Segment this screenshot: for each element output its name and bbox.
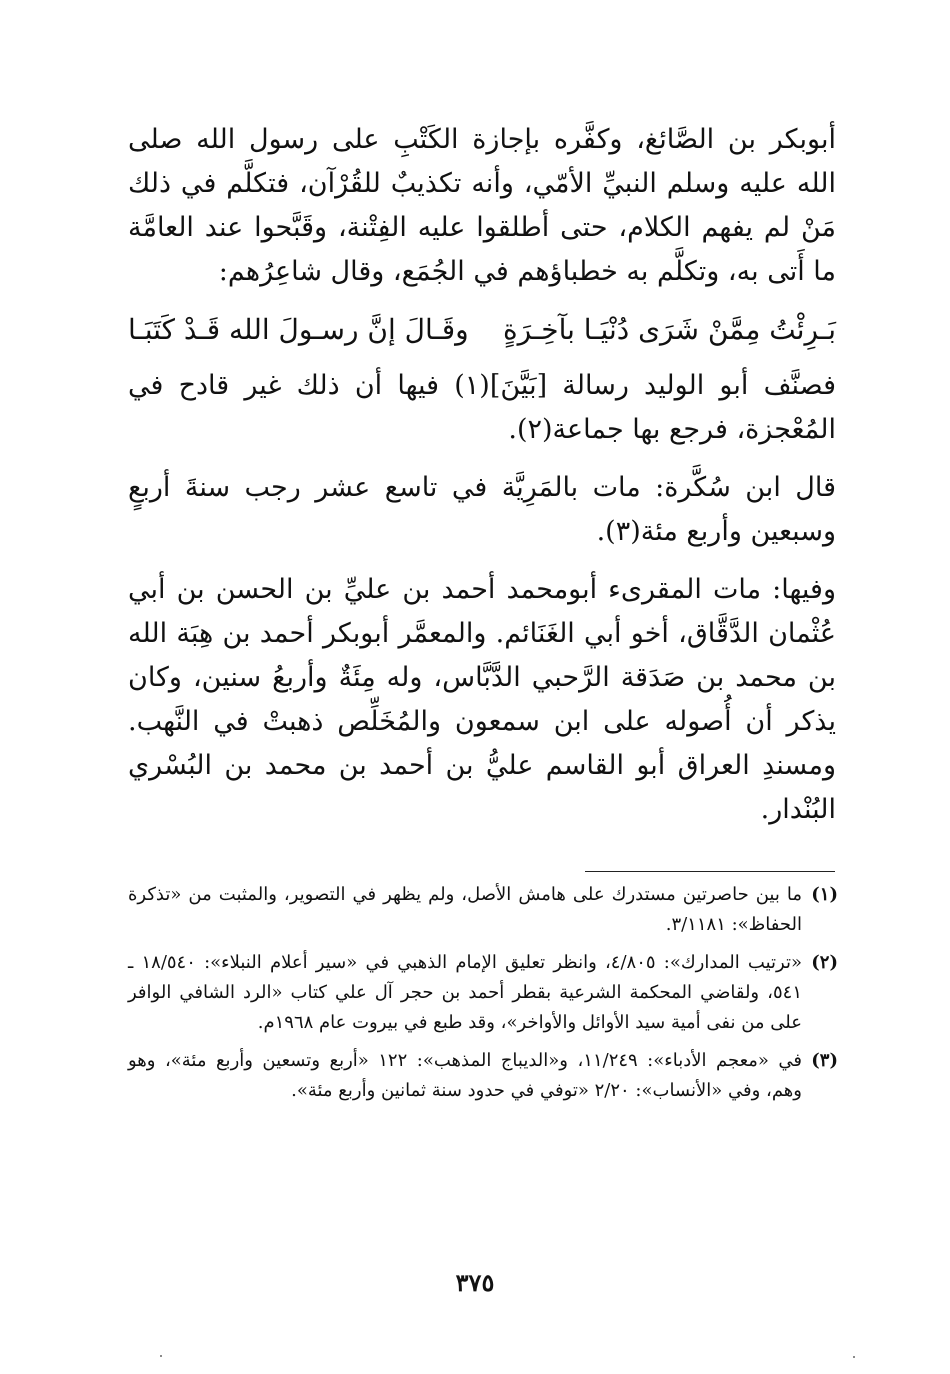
footnotes bbox=[128, 880, 838, 1114]
footnote-number: (٣) bbox=[811, 1050, 838, 1071]
footnote-number: (١) bbox=[811, 884, 838, 905]
footnote-number: (٢) bbox=[811, 952, 838, 973]
footnote-text: ما بين حاصرتين مستدرك على هامش الأصل، ولم يظهر في التصوير، والمثبت من «تذكرة الحفاظ»: ٣/١١٨١. bbox=[128, 884, 802, 935]
paragraph-obituaries: وفيها: مات المقرىء أبومحمد أحمد بن عليِّ بن الحسن بن أبي عُثْمان الدَّقَّاق، أخو أبي الغَنَائم. والمعمَّر أبوبكر أحمد بن هِبَة الله بن محمد بن صَدَقة الرَّحبي الدَّبَّاس، وله مِئَةٌ وأربعُ سنين، وكان يذكر أن أُصوله على ابن سمعون والمُخَلِّص ذهبتْ في النَّهب. ومسندِ العراق أبو القاسم عليُّ بن أحمد بن محمد بن البُسْري البُنْدار. bbox=[128, 574, 836, 825]
main-text bbox=[128, 118, 836, 832]
page-number: ٣٧٥ bbox=[455, 1268, 495, 1297]
footnote-text: «ترتيب المدارك»: ٤/٨٠٥، وانظر تعليق الإمام الذهبي في «سير أعلام النبلاء»: ١٨/٥٤٠ ـ ٥٤١، ولقاضي المحكمة الشرعية بقطر أحمد بن حجر آل علي كتاب «الرد الشافي الوافر على من نفى أمية سيد الأوائل والأواخر»، وقد طبع في بيروت عام ١٩٦٨م. bbox=[128, 952, 802, 1033]
footnote-2 bbox=[128, 948, 838, 1038]
footnote-3 bbox=[128, 1046, 838, 1106]
scan-speck bbox=[853, 1356, 855, 1358]
poem-verse bbox=[128, 308, 836, 352]
paragraph-ibn-sukkara: قال ابن سُكَّرة: مات بالمَرِيَّة في تاسع عشر رجب سنةَ أربعٍ وسبعين وأربع مئة(٣). bbox=[128, 472, 836, 547]
paragraph-opening: أبوبكر بن الصَّائغ، وكفَّره بإجازة الكَتْبِ على رسول الله صلى الله عليه وسلم النبيِّ الأمّي، وأنه تكذيبٌ للقُرْآن، فتكلَّم في ذلك مَنْ لم يفهم الكلام، حتى أطلقوا عليه الفِتْنة، وقَبَّحوا عند العامَّة ما أَتى به، وتكلَّم به خطباؤهم في الجُمَع، وقال شاعِرُهم: bbox=[128, 124, 836, 287]
scan-speck bbox=[160, 1355, 162, 1357]
paragraph-after-verse: فصنَّف أبو الوليد رسالة [بَيَّنَ](١) فيها أن ذلك غير قادح في المُعْجزة، فرجع بها جماعة(٢). bbox=[128, 370, 836, 445]
footnote-1 bbox=[128, 880, 838, 940]
footnote-separator bbox=[585, 871, 835, 872]
footnote-text: في «معجم الأدباء»: ١١/٢٤٩، و«الديباج المذهب»: ١٢٢ «أربع وتسعين وأربع مئة»، وهو وهم، وفي «الأنساب»: ٢/٢٠ «توفي في حدود سنة ثمانين وأربع مئة». bbox=[128, 1050, 802, 1101]
verse-first-hemistich: بَـرِئْتُ مِمَّنْ شَرَى دُنْيَـا بآخِـرَةٍ bbox=[502, 313, 836, 346]
verse-second-hemistich: وقَـالَ إنَّ رسـولَ الله قَـدْ كَتَبَـا bbox=[128, 313, 469, 346]
